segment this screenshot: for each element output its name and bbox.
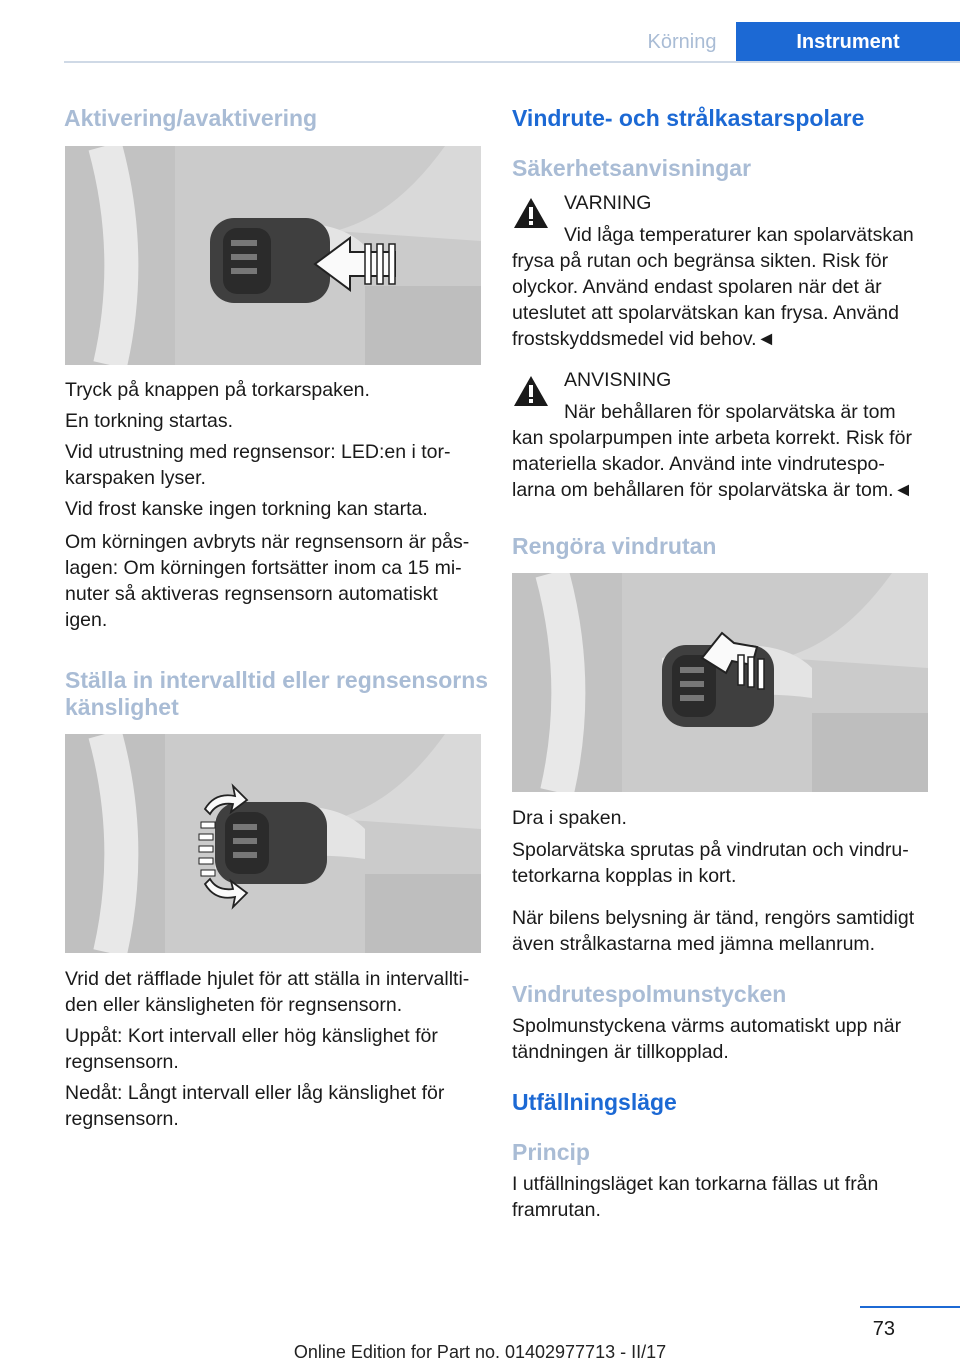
- warning-text-2: frysa på rutan och begränsa sikten. Risk för: [512, 250, 889, 272]
- text-turn-wheel-1: Vrid det räfflade hjulet för att ställa in intervallti‐: [65, 968, 470, 990]
- warning-triangle-icon: [512, 196, 550, 230]
- text-spray-2: tetorkarna kopplas in kort.: [512, 865, 737, 887]
- heading-activation: Aktivering/avaktivering: [64, 105, 318, 131]
- text-nozzles-1: Spolmunstyckena värms automatiskt upp när: [512, 1015, 902, 1037]
- text-interrupted-3: nuter så aktiveras regnsensorn automatiskt: [65, 583, 438, 605]
- notice-triangle-icon: [512, 374, 550, 408]
- text-interrupted-4: igen.: [65, 609, 108, 631]
- heading-interval-1: Ställa in intervalltid eller regnsensorns: [65, 667, 489, 693]
- warning-text-5: frostskyddsmedel vid behov.◄: [512, 328, 776, 350]
- text-interrupted-2: lagen: Om körningen fortsätter inom ca 15 mi‐: [65, 557, 462, 579]
- header-chapter-tab: Instrument: [736, 22, 960, 62]
- photo-wiper-wheel: [65, 734, 481, 953]
- text-down-1: Nedåt: Långt intervall eller låg känslighet för: [65, 1082, 445, 1104]
- heading-safety: Säkerhetsanvisningar: [512, 155, 752, 181]
- heading-nozzles: Vindrutespolmunstycken: [512, 981, 787, 1007]
- text-headlights-2: även strålkastarna med jämna mellanrum.: [512, 933, 876, 955]
- notice-label: ANVISNING: [564, 369, 672, 391]
- photo-wiper-button: [65, 146, 481, 365]
- text-interrupted-1: Om körningen avbryts när regnsensorn är pås‐: [65, 531, 470, 553]
- text-turn-wheel-2: den eller känsligheten för regnsensorn.: [65, 994, 403, 1016]
- warning-label: VARNING: [564, 192, 652, 214]
- notice-text-1: När behållaren för spolarvätska är tom: [564, 401, 896, 423]
- text-nozzles-2: tändningen är tillkopplad.: [512, 1041, 729, 1063]
- notice-text-3: materiella skador. Använd inte vindrutespo‐: [512, 453, 885, 475]
- heading-washers: Vindrute- och strålkastarspolare: [512, 105, 865, 131]
- text-principle-1: I utfällningsläget kan torkarna fällas ut från: [512, 1173, 879, 1195]
- warning-text-3: olyckor. Använd endast spolaren när det är: [512, 276, 882, 298]
- text-down-2: regnsensorn.: [65, 1108, 179, 1130]
- header-divider: [64, 61, 960, 63]
- text-frost: Vid frost kanske ingen torkning kan starta.: [65, 498, 428, 520]
- page-number: 73: [872, 1318, 895, 1340]
- notice-text-2: kan spolarpumpen inte arbeta korrekt. Risk för: [512, 427, 912, 449]
- heading-clean-windshield: Rengöra vindrutan: [512, 533, 717, 559]
- text-wipe-starts: En torkning startas.: [65, 410, 233, 432]
- text-up-2: regnsensorn.: [65, 1051, 179, 1073]
- heading-fold-position: Utfällningsläge: [512, 1089, 677, 1115]
- text-spray-1: Spolarvätska sprutas på vindrutan och vindru‐: [512, 839, 909, 861]
- header-section-tab: Körning: [647, 30, 717, 53]
- text-rain-sensor-led-1: Vid utrustning med regnsensor: LED:en i tor‐: [65, 441, 451, 463]
- photo-wiper-pull: [512, 573, 928, 792]
- heading-interval-2: känslighet: [65, 694, 179, 720]
- warning-text-4: uteslutet att spolarvätskan kan frysa. Använd: [512, 302, 899, 324]
- text-up-1: Uppåt: Kort intervall eller hög känslighet för: [65, 1025, 438, 1047]
- edition-footer: Online Edition for Part no. 01402977713 - II/17: [293, 1342, 667, 1362]
- text-pull-lever: Dra i spaken.: [512, 807, 627, 829]
- text-principle-2: framrutan.: [512, 1199, 601, 1221]
- warning-text-1: Vid låga temperaturer kan spolarvätskan: [564, 224, 914, 246]
- text-press-button: Tryck på knappen på torkarspaken.: [65, 379, 370, 401]
- heading-principle: Princip: [512, 1139, 590, 1165]
- notice-text-4: larna om behållaren för spolarvätska är tom.◄: [512, 479, 913, 501]
- text-rain-sensor-led-2: karspaken lyser.: [65, 467, 206, 489]
- footer-accent-rule: [860, 1306, 960, 1308]
- text-headlights-1: När bilens belysning är tänd, rengörs samtidigt: [512, 907, 915, 929]
